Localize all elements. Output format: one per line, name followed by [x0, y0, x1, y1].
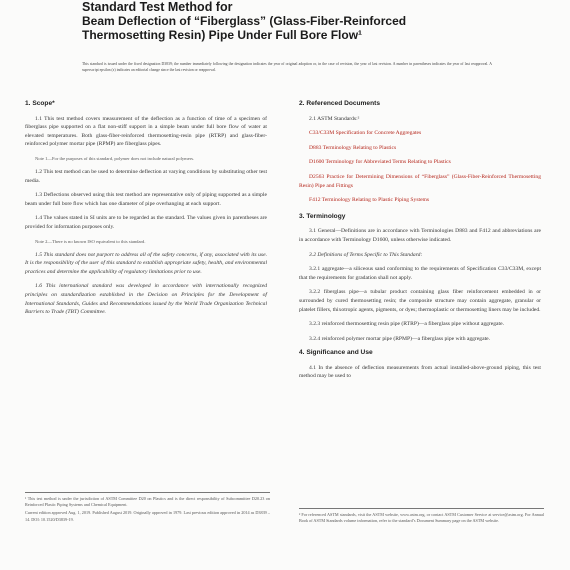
paragraph-3-2-4: 3.2.4 reinforced polymer mortar pipe (RPMP)—a fiberglass pipe with aggregate.	[309, 335, 491, 342]
paragraph-3-1: 3.1 General—Definitions are in accordance with Terminologies D883 and F412 and abbreviations are in accordance with Terminology D1600, unless otherwise indicated.	[299, 228, 541, 243]
right-footnotes	[299, 508, 544, 526]
left-footnotes	[25, 492, 270, 525]
reference-link[interactable]: F412 Terminology Relating to Plastic Piping Systems	[309, 197, 430, 204]
title-line-1: Standard Test Method for	[82, 0, 233, 14]
paragraph-1-6: 1.6 This international standard was developed in accordance with internationally recognized principles on standardization established in the Decision on Principles for the Development of International Standards, Guides and Recommendations issued by the World Trade Organization Technical Barriers to Trade (TBT) Committee.	[25, 283, 267, 316]
significance-heading: 4. Significance and Use	[299, 349, 373, 357]
paragraph-1-4: 1.4 The values stated in SI units are to be regarded as the standard. The values given in parentheses are provided for information purposes only.	[25, 215, 267, 230]
referenced-documents-heading: 2. Referenced Documents	[299, 100, 380, 107]
reference-link[interactable]: C33/C33M Specification for Concrete Aggregates	[309, 130, 422, 137]
document-title	[82, 0, 502, 42]
title-line-2: Beam Deflection of “Fiberglass” (Glass-Fiber-Reinforced	[82, 14, 407, 28]
paragraph-3-2-3: 3.2.3 reinforced thermosetting resin pipe (RTRP)—a fiberglass pipe without aggregate.	[309, 321, 504, 328]
scope-heading: 1. Scope*	[25, 100, 55, 107]
astm-standards-label: 2.1 ASTM Standards:²	[309, 115, 360, 122]
reference-link[interactable]: D1600 Terminology for Abbreviated Terms Relating to Plastics	[309, 159, 451, 166]
note-2: Note 2—There is no known ISO equivalent to this standard.	[35, 238, 146, 244]
paragraph-3-2-2: 3.2.2 fiberglass pipe—a tubular product containing glass fiber reinforcement embedded in or surrounded by cured thermosetting resin; the composite structure may contain aggregate, granular or platelet fillers, thixotropic agents, pigments, or dyes; thermoplastic or thermosetting liners may be included.	[299, 289, 541, 313]
reference-link[interactable]: D2563 Practice for Determining Dimensions of “Fiberglass” (Glass-Fiber-Reinforced Thermosetting Resin) Pipe and Fittings	[299, 173, 541, 189]
paragraph-1-3: 1.3 Deflections observed using this test method are representative only of piping supported as a simple beam under full bore flow which has one diameter of pipe overhanging at each support.	[25, 192, 267, 207]
designation-note: This standard is issued under the fixed designation D3839; the number immediately following the designation indicates the year of original adoption or, in the case of revision, the year of last revision. A number in parentheses indicates the year of last reapproval. A superscript epsilon (ε) indicates an editorial change since the last revision or reapproval.	[82, 62, 492, 72]
footnote-edition: Current edition approved Aug. 1, 2019. Published August 2019. Originally approved in 1979. Last previous edition approved in 2014 as D3839 – 14. DOI: 10.1520/D3839-19.	[25, 510, 270, 522]
paragraph-1-1: 1.1 This test method covers measurement of the deflection as a function of time of a specimen of fiberglass pipe supported on a flat non-stiff support in a simple beam under full bore flow of water at elevated temperatures. Both glass-fiber-reinforced thermosetting-resin pipe (RTRP) and glass-fiber-reinforced polymer mortar pipe (RPMP) are fiberglass pipes.	[25, 115, 267, 148]
terminology-heading: 3. Terminology	[299, 212, 346, 220]
paragraph-1-5: 1.5 This standard does not purport to address all of the safety concerns, if any, associated with its use. It is the responsibility of the user of this standard to establish appropriate safety, health, and environmental practices and determine the applicability of regulatory limitations prior to use.	[25, 251, 267, 275]
paragraph-4-1: 4.1 In the absence of deflection measurements from actual installed-above-ground piping, this test method may be used to	[299, 364, 541, 380]
footnote-2: ² For referenced ASTM standards, visit the ASTM website, www.astm.org, or contact ASTM Customer Service at service@astm.org. For Annual Book of ASTM Standards volume information, refer to the standard’s Document Summary page on the ASTM website.	[299, 512, 544, 524]
footnote-1: ¹ This test method is under the jurisdiction of ASTM Committee D20 on Plastics and is the direct responsibility of Subcommittee D20.23 on Reinforced Plastic Piping Systems and Chemical Equipment.	[25, 496, 270, 508]
reference-link[interactable]: D883 Terminology Relating to Plastics	[309, 144, 397, 151]
title-line-3: Thermosetting Resin) Pipe Under Full Bore Flow¹	[82, 28, 363, 42]
right-column	[299, 100, 541, 387]
note-1: Note 1—For the purposes of this standard, polymer does not include natural polymers.	[35, 155, 195, 161]
paragraph-3-2: 3.2 Definitions of Terms Specific to This Standard:	[309, 251, 423, 258]
paragraph-1-2: 1.2 This test method can be used to determine deflection at varying conditions by substituting other test media.	[25, 168, 267, 184]
left-column	[25, 100, 267, 323]
paragraph-3-2-1: 3.2.1 aggregate—a siliceous sand conforming to the requirements of Specification C33/C33M, except that the requirements for gradation shall not apply.	[299, 266, 541, 281]
